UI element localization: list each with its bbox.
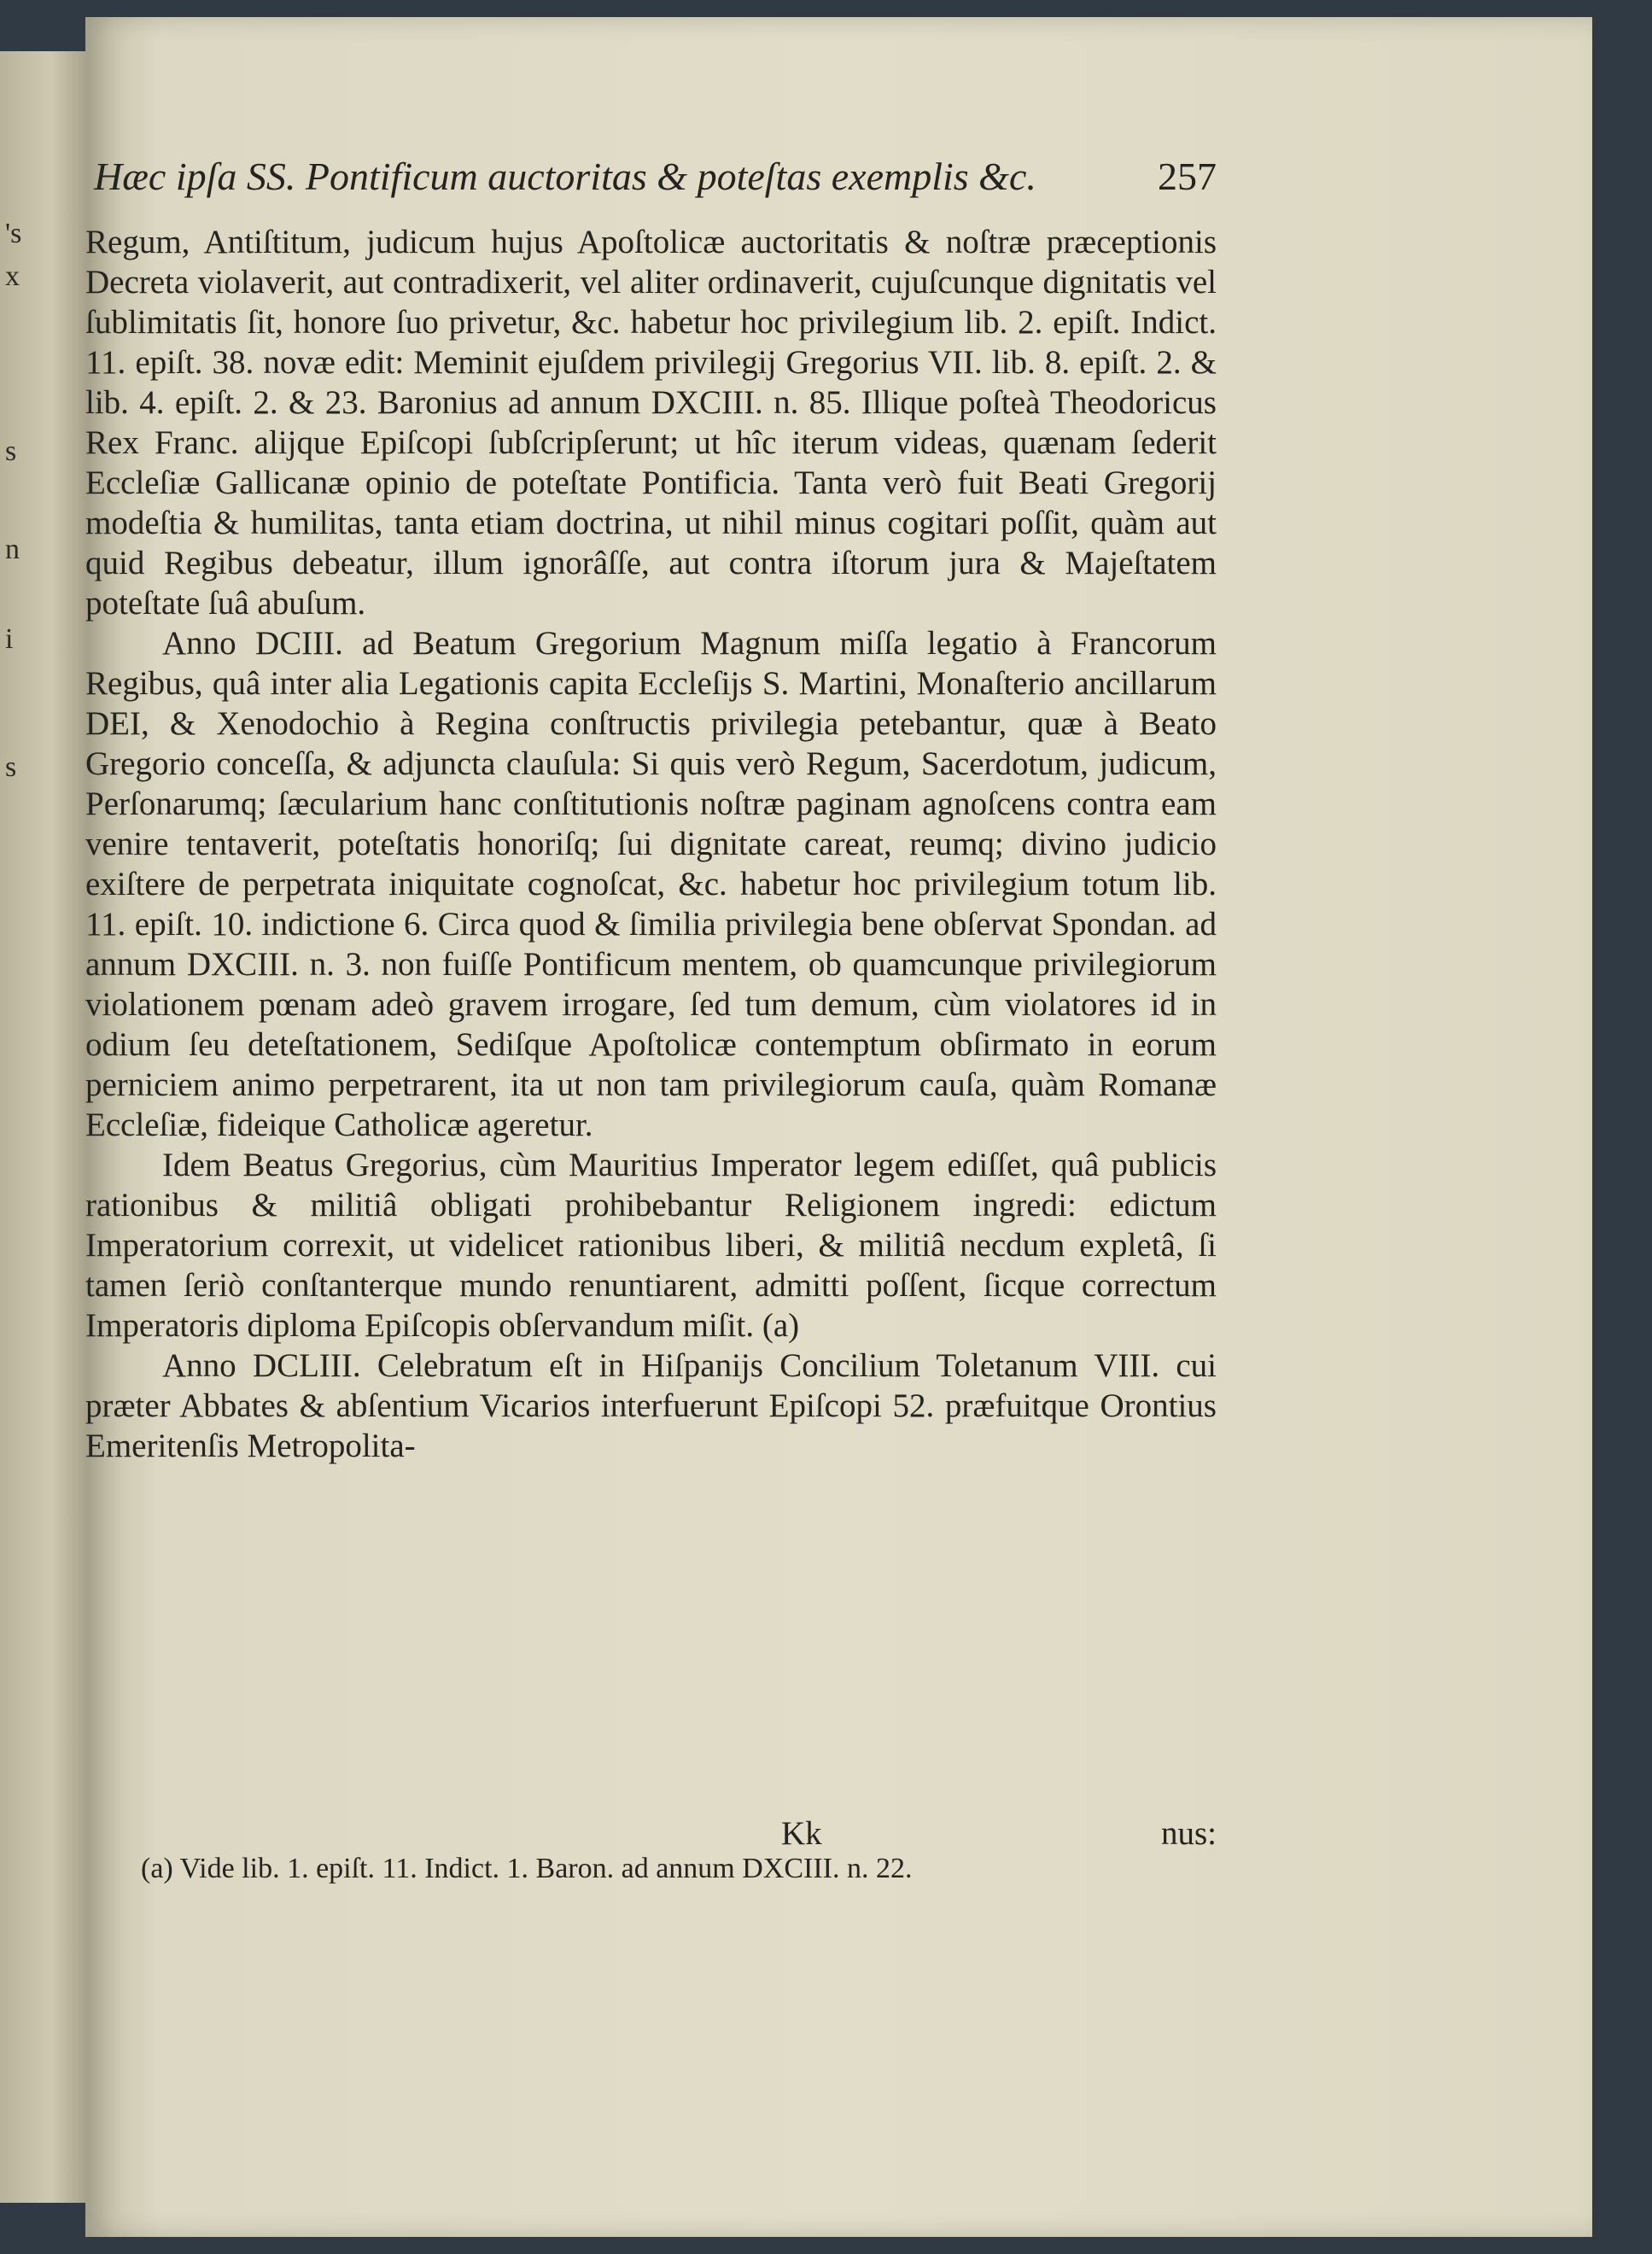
facing-page-edge: [0, 51, 85, 2203]
edge-letter: x: [5, 260, 20, 292]
page-number: 257: [1158, 155, 1217, 198]
paragraph: Idem Beatus Gregorius, cùm Mauritius Imperator legem ediſſet, quâ publicis rationibus & militiâ obligati prohibebantur Religionem ingredi: edictum Imperatorium correxit, ut videlicet rationibus liberi, & militiâ necdum expletâ, ſi tamen ſeriò conſtanterque mundo renuntiarent, admitti poſſent, ſicque correctum Imperatoris diploma Epiſcopis obſervandum miſit. (a): [85, 1147, 1217, 1344]
signature-line: [85, 1814, 1217, 1857]
paragraph: Anno DCLIII. Celebratum eſt in Hiſpanijs Concilium Toletanum VIII. cui præter Abbates & abſentium Vicarios interfuerunt Epiſcopi 52. præfuitque Orontius Emeritenſis Metropolita-: [85, 1347, 1217, 1464]
paragraph: Anno DCIII. ad Beatum Gregorium Magnum miſſa legatio à Francorum Regibus, quâ inter alia Legationis capita Eccleſijs S. Martini, Monaſterio ancillarum DEI, & Xenodochio à Regina conſtructis privilegia petebantur, quæ à Beato Gregorio conceſſa, & adjuncta clauſula: Si quis verò Regum, Sacerdotum, judicum, Perſonarumq; ſæcularium hanc conſtitutionis noſtræ paginam agnoſcens contra eam venire tentaverit, poteſtatis honoriſq; ſui dignitate careat, reumq; divino judicio exiſtere de perpetrata iniquitate cognoſcat, &c. habetur hoc privilegium totum lib. 11. epiſt. 10. indictione 6. Circa quod & ſimilia privilegia bene obſervat Spondan. ad annum DXCIII. n. 3. non fuiſſe Pontificum mentem, ob quamcunque privilegiorum violationem pœnam adeò gravem irrogare, ſed tum demum, cùm violatores id in odium ſeu deteſtationem, Sediſque Apoſtolicæ contemptum obſirmato in eorum perniciem animo perpetrarent, ita ut non tam privilegiorum cauſa, quàm Romanæ Eccleſiæ, fideique Catholicæ ageretur.: [85, 625, 1217, 1143]
running-header: [94, 154, 1217, 222]
page-content: [85, 154, 1217, 1466]
edge-letter: s: [5, 751, 17, 783]
edge-letter: s: [5, 435, 17, 467]
edge-letter: i: [5, 623, 14, 655]
catchword: nus:: [1160, 1815, 1217, 1852]
running-title: Hæc ipſa SS. Pontificum auctoritas & poteſtas exemplis &c.: [94, 155, 1036, 198]
edge-letter: 's: [5, 218, 22, 249]
edge-letter: n: [5, 534, 20, 565]
footnote: (a) Vide lib. 1. epiſt. 11. Indict. 1. Baron. ad annum DXCIII. n. 22.: [141, 1853, 913, 1884]
paragraph: Regum, Antiſtitum, judicum hujus Apoſtolicæ auctoritatis & noſtræ præceptionis Decreta violaverit, aut contradixerit, vel aliter ordinaverit, cujuſcunque dignitatis vel ſublimitatis ſit, honore ſuo privetur, &c. habetur hoc privilegium lib. 2. epiſt. Indict. 11. epiſt. 38. novæ edit: Meminit ejuſdem privilegij Gregorius VII. lib. 8. epiſt. 2. & lib. 4. epiſt. 2. & 23. Baronius ad annum DXCIII. n. 85. Illique poſteà Theodoricus Rex Franc. alijque Epiſcopi ſubſcripſerunt; ut hîc iterum videas, quænam ſederit Eccleſiæ Gallicanæ opinio de poteſtate Pontificia. Tanta verò fuit Beati Gregorij modeſtia & humilitas, tanta etiam doctrina, ut nihil minus cogitari poſſit, quàm aut quid Regibus debeatur, illum ignorâſſe, aut contra iſtorum jura & Majeſtatem poteſtate ſuâ abuſum.: [85, 224, 1217, 622]
signature-mark: Kk: [781, 1815, 822, 1852]
body-text: [85, 222, 1217, 1466]
facing-page-margin-letters: [0, 51, 85, 2203]
